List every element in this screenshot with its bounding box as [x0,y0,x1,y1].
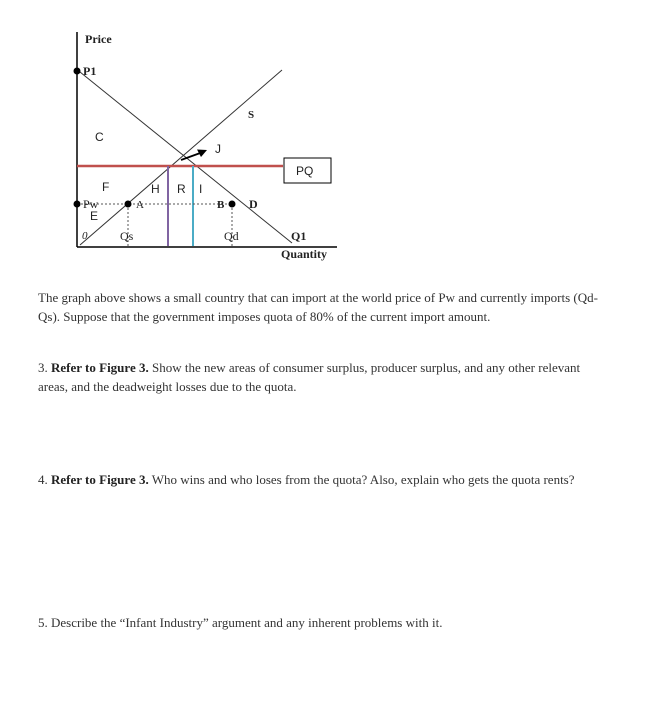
point-b-dot [229,201,236,208]
area-i-label: I [199,182,203,196]
intro-paragraph: The graph above shows a small country that can import at the world price of Pw and currently imports (Qd-Qs). Suppose that the government imposes quota of 80% of the current import amount. [38,290,598,324]
point-a-label: A [136,199,144,211]
point-j-label: J [215,142,221,156]
supply-label: S [248,109,255,121]
x-axis-label: Quantity [281,247,328,261]
point-b-label: B [217,199,225,211]
area-e-label: E [90,209,99,223]
q1-label: Q1 [291,229,307,243]
area-h-label: H [151,182,160,196]
p1-dot [74,68,81,75]
qd-label: Qd [224,229,239,243]
qs-label: Qs [120,229,134,243]
pw-label: Pw [83,197,99,211]
question-4-number: 4. [38,472,48,487]
p1-label: P1 [83,64,97,78]
question-3-body: Show the new areas of consumer surplus, producer surplus, and any other relevant areas, and the deadweight losses due to the quota. [38,360,581,394]
demand-label: D [249,197,258,211]
supply-demand-figure [0,0,650,270]
point-a-dot [125,201,132,208]
pw-dot [74,201,81,208]
area-c-label: C [95,130,104,144]
area-r-label: R [177,182,186,196]
pq-label: PQ [296,164,314,178]
question-3-reference: Refer to Figure 3. [51,360,149,375]
origin-label: 0 [82,230,88,242]
question-4-reference: Refer to Figure 3. [51,472,149,487]
question-4-body: Who wins and who loses from the quota? Also, explain who gets the quota rents? [151,472,575,487]
area-f-label: F [102,180,110,194]
question-5: 5. Describe the “Infant Industry” argument and any inherent problems with it. [38,615,443,630]
y-axis-label: Price [85,32,112,46]
question-3 [38,358,613,396]
question-4 [38,470,613,489]
question-3-number: 3. [38,360,48,375]
